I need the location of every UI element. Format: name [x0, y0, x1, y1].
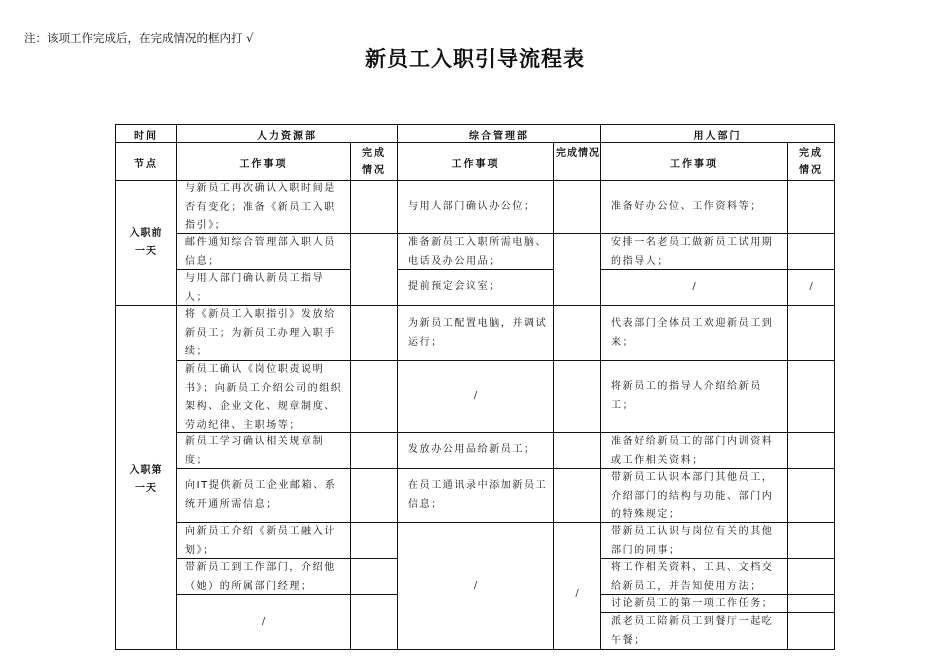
header-hr-dept: 人力资源部: [257, 131, 317, 142]
header-time: 时间: [134, 131, 158, 142]
hr-task: 与新员工再次确认入职时间是否有变化；准备《新员工入职指引》；: [185, 183, 336, 231]
header-node: 节点: [134, 159, 158, 170]
user-task: 派老员工陪新员工到餐厅一起吃午餐；: [611, 616, 774, 646]
hr-na: /: [261, 616, 266, 627]
admin-na: /: [473, 390, 478, 401]
user-task: 准备好给新员工的部门内训资料或工作相关资料；: [611, 436, 774, 466]
hr-task: 邮件通知综合管理部入职人员信息；: [185, 237, 336, 267]
header-done-admin: 完成情况: [556, 148, 600, 159]
hr-task: 向新员工介绍《新员工融入计划》；: [185, 526, 336, 556]
user-task: 将工作相关资料、工具、文档交给新员工，并告知使用方法；: [611, 562, 774, 592]
user-task: 带新员工认识本部门其他员工，介绍部门的结构与功能、部门内的特殊规定；: [611, 472, 774, 520]
hr-task: 向IT提供新员工企业邮箱、系统开通所需信息；: [185, 480, 337, 510]
user-done-na: /: [809, 281, 813, 292]
header-done: 完成 情况: [799, 148, 823, 176]
admin-task: 与用人部门确认办公位；: [408, 201, 536, 212]
header-admin-dept: 综合管理部: [469, 131, 529, 142]
user-task: 讨论新员工的第一项工作任务；: [611, 598, 774, 609]
hr-task: 将《新员工入职指引》发放给新员工；为新员工办理入职手续；: [185, 309, 336, 357]
admin-task: 准备新员工入职所需电脑、电话及办公用品；: [408, 237, 548, 267]
instruction-note: 注：该项工作完成后，在完成情况的框内打 √: [24, 31, 254, 45]
admin-task: 发放办公用品给新员工；: [408, 444, 536, 455]
page-title: 新员工入职引导流程表: [365, 47, 585, 71]
user-task: 将新员工的指导人介绍给新员工；: [611, 381, 762, 411]
header-user-dept: 用人部门: [693, 131, 742, 142]
header-work-item: 工作事项: [670, 159, 718, 170]
user-task: 带新员工认识与岗位有关的其他部门的同事；: [611, 526, 774, 556]
admin-task: 为新员工配置电脑，并调试运行；: [408, 318, 548, 348]
user-task: 安排一名老员工做新员工试用期的指导人；: [611, 237, 774, 267]
hr-task: 新员工学习确认相关规章制度；: [185, 436, 325, 466]
header-done: 完成 情况: [362, 148, 386, 176]
stage-before-day: 入职前一天: [129, 228, 163, 257]
user-na: /: [692, 281, 696, 292]
header-work-item: 工作事项: [451, 159, 500, 170]
hr-task: 与用人部门确认新员工指导人；: [185, 273, 325, 303]
admin-done-na: /: [575, 588, 579, 599]
hr-task: 新员工确认《岗位职责说明书》；向新员工介绍公司的组织架构、企业文化、规章制度、劳动纪律、主职场等；: [185, 364, 343, 431]
header-work-item: 工作事项: [239, 159, 288, 170]
hr-task: 带新员工到工作部门，介绍他（她）的所属部门经理；: [185, 562, 336, 592]
stage-first-day: 入职第一天: [129, 465, 163, 494]
user-task: 准备好办公位、工作资料等；: [611, 201, 762, 212]
admin-na: /: [473, 580, 478, 591]
admin-task: 在员工通讯录中添加新员工信息；: [408, 480, 548, 510]
admin-task: 提前预定会议室；: [408, 281, 501, 292]
user-task: 代表部门全体员工欢迎新员工到来；: [611, 318, 774, 348]
